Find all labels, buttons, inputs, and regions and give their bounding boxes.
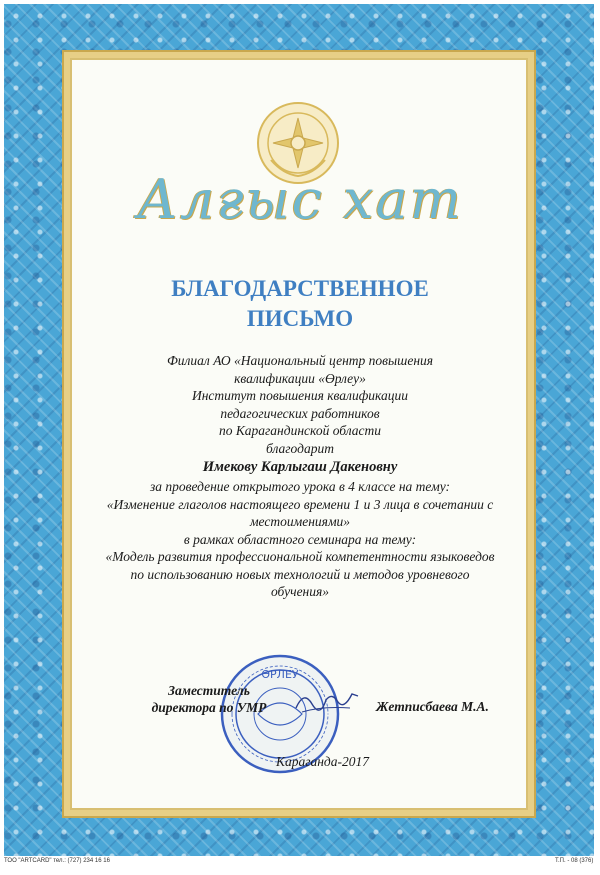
handwritten-signature bbox=[292, 686, 362, 716]
signer-name: Жетписбаева М.А. bbox=[376, 699, 489, 714]
certificate-script-title: Алғыс хат bbox=[137, 168, 463, 231]
recipient-name: Имекову Карлыгаш Дакеновну bbox=[202, 459, 398, 475]
reason-line: местоимениями» bbox=[249, 514, 351, 529]
certificate-title bbox=[120, 274, 480, 334]
signer-position-line-1: Заместитель bbox=[168, 683, 250, 698]
title-line-1: БЛАГОДАРСТВЕННОЕ bbox=[171, 276, 429, 301]
body-line: Филиал АО «Национальный центр повышения bbox=[166, 353, 434, 368]
letter-body bbox=[84, 352, 516, 601]
body-line: благодарит bbox=[266, 440, 334, 456]
signer-position bbox=[134, 682, 284, 716]
reason-line: «Изменение глаголов настоящего времени 1 и 3 лица в сочетании с bbox=[106, 496, 494, 512]
reason-line: по использованию новых технологий и методов уровневого bbox=[130, 566, 470, 582]
body-line: по Карагандинской области bbox=[218, 423, 382, 438]
title-line-2: ПИСЬМО bbox=[246, 306, 354, 331]
stamp-label: ӨРЛЕУ bbox=[261, 668, 299, 681]
body-line: Институт повышения квалификации bbox=[191, 388, 409, 403]
reason-line: за проведение открытого урока в 4 классе на тему: bbox=[149, 479, 451, 494]
body-line: педагогических работников bbox=[220, 405, 380, 421]
reason-line: «Модель развития профессиональной компетентности языковедов bbox=[105, 549, 495, 564]
reason-line: обучения» bbox=[270, 584, 330, 599]
reason-line: в рамках областного семинара на тему: bbox=[183, 531, 417, 547]
body-line: квалификации «Өрлеу» bbox=[234, 370, 366, 386]
printer-imprint: ТОО "ARTCARD" тел.: (727) 234 16 16 bbox=[4, 858, 110, 864]
signer-position-line-2: директора по УМР bbox=[151, 700, 267, 715]
city-year: Караганда-2017 bbox=[276, 754, 370, 769]
print-code: Т.П. - 08 (376) bbox=[555, 858, 594, 864]
